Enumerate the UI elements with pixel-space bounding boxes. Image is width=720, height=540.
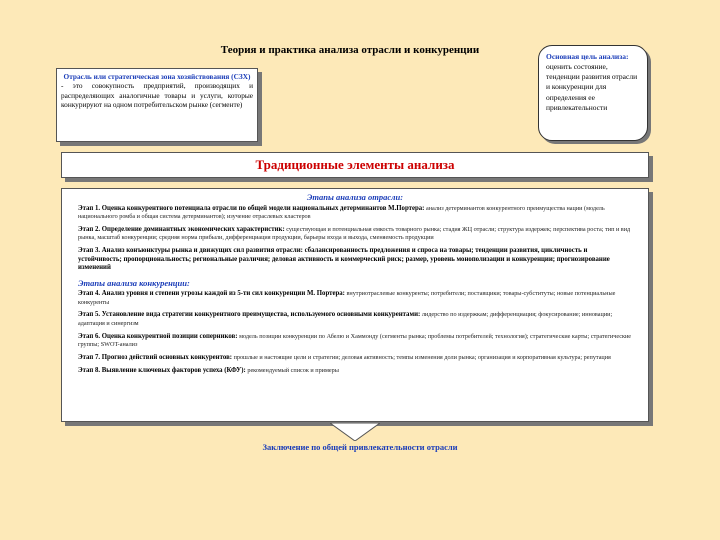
stage-1 — [78, 205, 632, 221]
stage-detail: внутриотраслевые конкуренты; потребители; поставщики; товары-субституты; новые потенциальные конкуренты — [78, 290, 616, 306]
stage-2 — [78, 226, 632, 242]
stage-title: Этап 7. Прогноз действий основных конкурентов: — [78, 353, 233, 361]
goal-heading: Основная цель анализа: — [546, 52, 629, 61]
traditional-elements-bar — [61, 152, 649, 178]
szx-heading: Отрасль или стратегическая зона хозяйствования (СЗХ) — [63, 72, 251, 81]
conclusion-text: Заключение по общей привлекательности отрасли — [262, 442, 458, 452]
stage-detail: анализ детерминантов конкурентного преимущества нации (модель национального ромба и общая система детерминантов); изучение отраслевых кластеров — [78, 204, 605, 221]
stage-title: Этап 1. Оценка конкурентного потенциала отрасли по общей модели национальных детерминантов М.Портера: — [78, 204, 425, 212]
stage-title: Этап 5. Установление вида стратегии конкурентного преимущества, используемого основными конкурентами: — [78, 311, 421, 319]
stage-title: Этап 3. Анализ конъюнктуры рынка и движущих сил развития отрасли: сбалансированность предложения и спроса на товары; тенденции развития, цикличность и устойчивость; пропорциональность; региональные различия; деловая активность и коммерческий риск; размер, уровень монополизации и конкуренции; прогнозирование изменений — [78, 247, 610, 272]
traditional-elements-label: Традиционные элементы анализа — [255, 157, 455, 172]
goal-text: оценить состояние, тенденции развития отрасли и конкуренции для определения ее привлекательности — [546, 62, 638, 112]
stage-detail: существующая и потенциальная емкость товарного рынка; стадия ЖЦ отрасли; структура издержек; перспектива роста; тип и вид рынка, масштаб конкуренции; средняя норма прибыли, дифференциация продукции, барьеры входа и выхода, сменяемость продукции — [78, 225, 631, 242]
stage-7 — [78, 354, 632, 362]
stage-title: Этап 6. Оценка конкурентной позиции соперников: — [78, 332, 238, 340]
szx-text: - это совокупность предприятий, производящих и распределяющих аналогичные товары и услуги, которые конкурируют на одном потребительском рынке (сегменте) — [61, 81, 253, 110]
stage-title: Этап 8. Выявление ключевых факторов успеха (КФУ): — [78, 367, 246, 375]
stage-6 — [78, 333, 632, 349]
stage-detail: прошлые и настоящие цели и стратегии; деловая активность; темпы изменения доли рынка; организация и корпоративная культура; репутация — [232, 353, 611, 361]
stage-detail: лидерство по издержкам; дифференциация; фокусирование; инновации; адаптация и синергизм — [78, 311, 613, 327]
goal-callout — [538, 45, 648, 141]
stage-5 — [78, 311, 632, 327]
competition-stages-heading: Этапы анализа конкуренции: — [78, 277, 190, 288]
page-title: Теория и практика анализа отрасли и конкуренции — [220, 44, 480, 56]
down-arrow-icon — [330, 423, 380, 441]
industry-stages-heading: Этапы анализа отрасли: — [306, 192, 404, 202]
stages-box — [61, 188, 649, 422]
stage-title: Этап 2. Определение доминантных экономических характеристик: — [78, 225, 285, 233]
stage-8 — [78, 367, 632, 375]
stage-title: Этап 4. Анализ уровня и степени угрозы каждой из 5-ти сил конкуренции М. Портера: — [78, 290, 345, 298]
stage-detail: модель позиции конкуренции по Абелю и Хаммонду (сегменты рынка; проблемы потребителей; технология); стратегические карты; стратегические группы; SWOT-анализ — [78, 332, 632, 349]
stage-detail: рекомендуемый список и примеры — [245, 367, 339, 375]
stage-3 — [78, 247, 632, 272]
szx-definition-box — [56, 68, 258, 142]
stage-4 — [78, 290, 632, 306]
